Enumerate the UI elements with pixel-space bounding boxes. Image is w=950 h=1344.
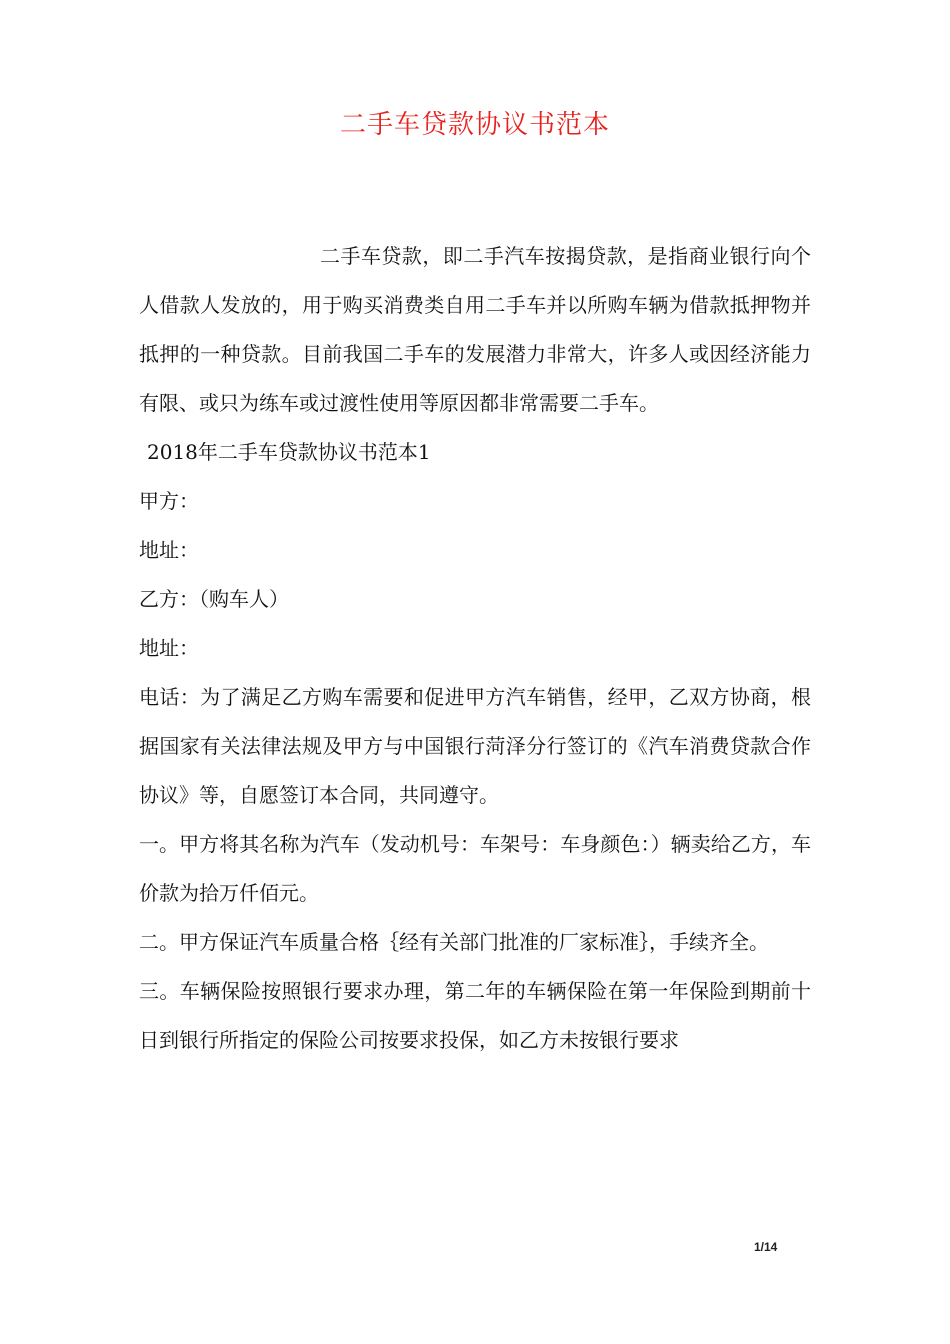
phone-paragraph: 电话：为了满足乙方购车需要和促进甲方汽车销售，经甲，乙双方协商，根据国家有关法律法规及甲方与中国银行菏泽分行签订的《汽车消费贷款合作协议》等，自愿签订本合同，共同遵守。: [139, 685, 811, 807]
page-number: 1/14: [754, 1240, 778, 1254]
intro-paragraph: 二手车贷款，即二手汽车按揭贷款，是指商业银行向个人借款人发放的，用于购买消费类自用二手车并以所购车辆为借款抵押物并抵押的一种贷款。目前我国二手车的发展潜力非常大，许多人或因经济能力有限、或只为练车或过渡性使用等原因都非常需要二手车。: [139, 244, 811, 415]
section-subtitle: 2018年二手车贷款协议书范本1: [147, 440, 431, 464]
party-a-line: 甲方：: [139, 489, 199, 513]
clause-1: 一。甲方将其名称为汽车（发动机号：车架号：车身颜色：）辆卖给乙方，车价款为拾万仟佰元。: [139, 832, 811, 905]
clause-3: 三。车辆保险按照银行要求办理，第二年的车辆保险在第一年保险到期前十日到银行所指定的保险公司按要求投保，如乙方未按银行要求: [139, 979, 811, 1052]
clause-2: 二。甲方保证汽车质量合格｛经有关部门批准的厂家标准｝，手续齐全。: [139, 930, 769, 954]
document-body: [139, 232, 811, 1065]
party-b-line: 乙方：（购车人）: [139, 587, 289, 611]
party-b-address-line: 地址：: [139, 636, 199, 660]
document-title: 二手车贷款协议书范本: [339, 110, 610, 140]
party-a-address-line: 地址：: [139, 538, 199, 562]
